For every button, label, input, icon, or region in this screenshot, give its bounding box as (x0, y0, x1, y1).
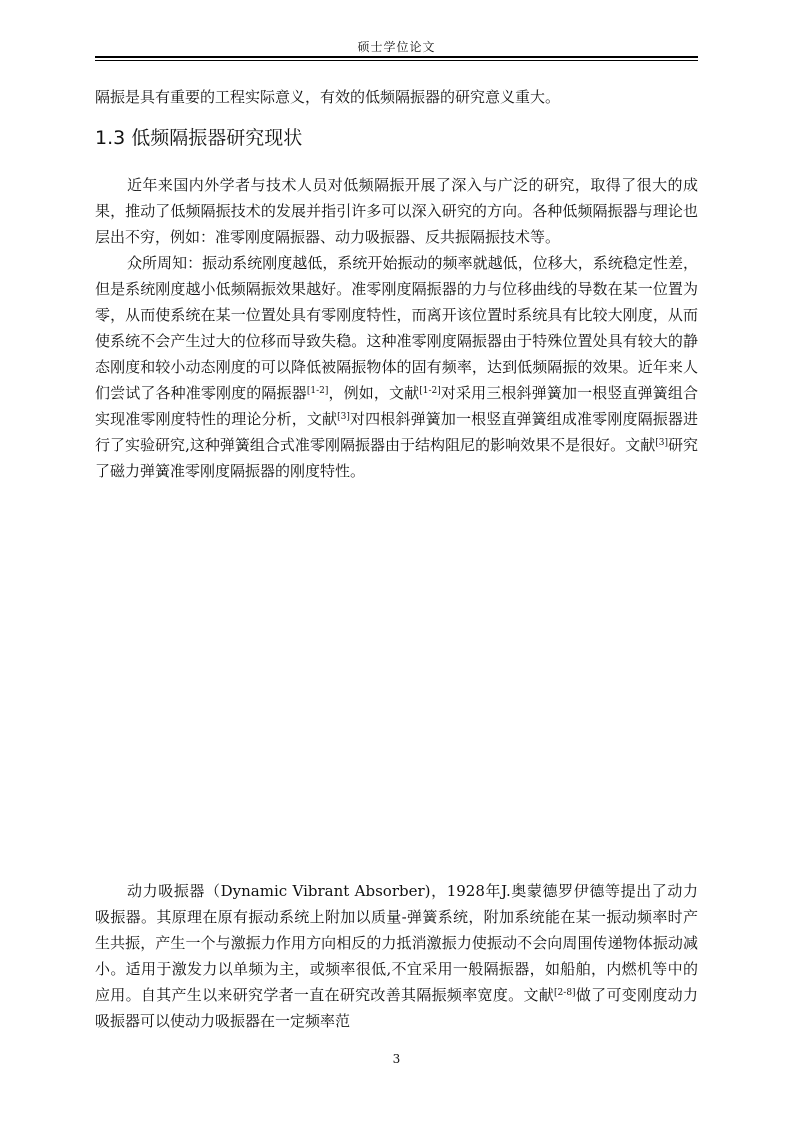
page-number: 3 (392, 1052, 401, 1066)
citation-5: [2-8] (554, 988, 576, 998)
section-heading: 1.3 低频隔振器研究现状 (95, 127, 303, 149)
paragraph-2-text-3: 对采用三根斜弹簧加一根竖直弹簧组合实现准零刚度特性的理论分析，文献 (95, 384, 698, 428)
citation-3: [3] (337, 412, 350, 422)
header-rule-thick (95, 56, 698, 58)
citation-4: [3] (655, 438, 668, 448)
paragraph-2 (95, 250, 698, 484)
citation-2: [1-2] (419, 386, 441, 396)
paragraph-2-text-5: 研究了磁力弹簧准零刚度隔振器的刚度特性。 (95, 436, 698, 480)
intro-line: 隔振是具有重要的工程实际意义，有效的低频隔振器的研究意义重大。 (95, 88, 561, 106)
paragraph-1: 近年来国内外学者与技术人员对低频隔振开展了深入与广泛的研究，取得了很大的成果，推动了低频隔振技术的发展并指引许多可以深入研究的方向。各种低频隔振器与理论也层出不穷，例如：准零刚度隔振器、动力吸振器、反共振隔振技术等。 (95, 176, 698, 246)
header-rule-thin (95, 60, 698, 61)
intro-block (95, 84, 698, 110)
running-header: 硕士学位论文 (357, 40, 436, 54)
citation-1: [1-2] (306, 386, 329, 396)
paragraph-2-text-4: 对四根斜弹簧加一根竖直弹簧组成准零刚度隔振器进行了实验研究,这种弹簧组合式准零刚隔振器由于结构阻尼的影响效果不是很好。文献 (95, 410, 698, 454)
paragraph-2-text-1: 众所周知：振动系统刚度越低，系统开始振动的频率就越低，位移大，系统稳定性差，但是系统刚度越小低频隔振效果越好。准零刚度隔振器的力与位移曲线的导数在某一位置为零，从而使系统在某一位置处具有零刚度特性，而离开该位置时系统具有比较大刚度，从而使系统不会产生过大的位移而导致失稳。这种准零刚度隔振器由于特殊位置处具有较大的静态刚度和较小动态刚度的可以降低被隔振物体的固有频率，达到低频隔振的效果。近年来人们尝试了各种准零刚度的隔振器 (95, 254, 698, 402)
paragraph-2-text-2: ，例如，文献 (328, 384, 420, 402)
paragraph-3-text-2: 做了可变刚度动力吸振器可以使动力吸振器在一定频率范 (95, 986, 698, 1030)
body-block-2 (95, 878, 698, 1034)
paragraph-3 (95, 878, 698, 1034)
paragraph-3-text-1: 动力吸振器（Dynamic Vibrant Absorber)，1928年J.奥蒙德罗伊德等提出了动力吸振器。其原理在原有振动系统上附加以质量-弹簧系统，附加系统能在某一振动频率时产生共振，产生一个与激振力作用方向相反的力抵消激振力使振动不会向周围传递物体振动减小。适用于激发力以单频为主，或频率很低,不宜采用一般隔振器，如船舶，内燃机等中的应用。自其产生以来研究学者一直在研究改善其隔振频率宽度。文献 (95, 882, 698, 1004)
body-block-1 (95, 172, 698, 484)
